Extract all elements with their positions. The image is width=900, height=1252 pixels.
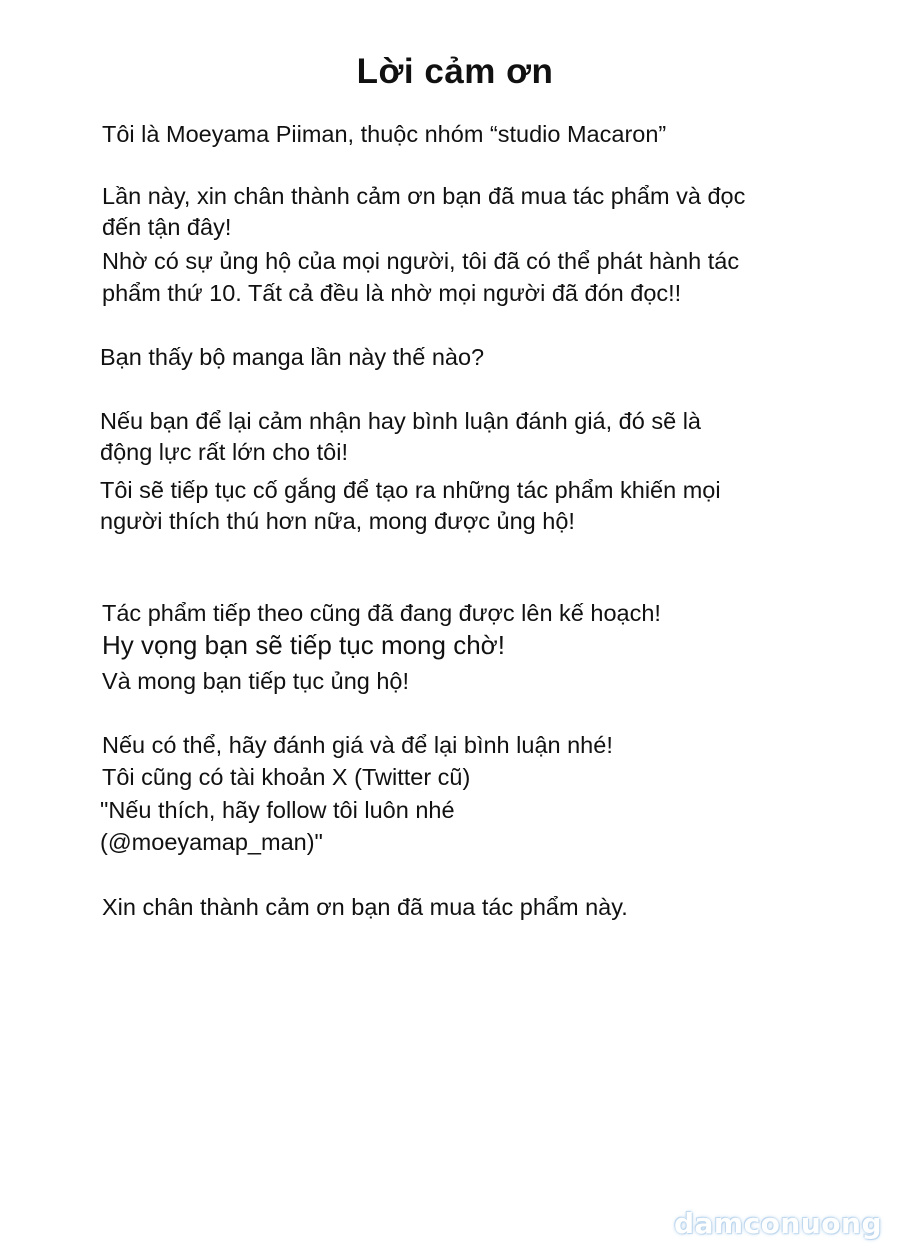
watermark-logo: damconuong [673,1207,882,1240]
question-line: Bạn thấy bộ manga lần này thế nào? [100,344,485,370]
twitter-account-line: Tôi cũng có tài khoản X (Twitter cũ) [102,764,471,790]
page-title: Lời cảm ơn [356,52,554,91]
thanks-line-2: đến tận đây! [102,214,232,240]
intro-line: Tôi là Moeyama Piiman, thuộc nhóm “studio Macaron” [102,121,667,147]
continue-support-line: Và mong bạn tiếp tục ủng hộ! [102,668,410,694]
feedback-line-2: động lực rất lớn cho tôi! [100,439,348,465]
follow-handle-line: (@moeyamap_man)" [100,829,323,855]
next-work-line: Tác phẩm tiếp theo cũng đã đang được lên kế hoạch! [102,600,661,626]
follow-line-1: "Nếu thích, hãy follow tôi luôn nhé [100,797,455,823]
support-line-1: Nhờ có sự ủng hộ của mọi người, tôi đã có thể phát hành tác [102,248,740,274]
thanks-line-1: Lần này, xin chân thành cảm ơn bạn đã mua tác phẩm và đọc [102,183,746,209]
closing-line: Xin chân thành cảm ơn bạn đã mua tác phẩm này. [102,894,628,920]
effort-line-2: người thích thú hơn nữa, mong được ủng hộ! [100,508,575,534]
effort-line-1: Tôi sẽ tiếp tục cố gắng để tạo ra những tác phẩm khiến mọi [100,477,721,503]
support-line-2: phẩm thứ 10. Tất cả đều là nhờ mọi người đã đón đọc!! [102,280,682,306]
review-request-line: Nếu có thể, hãy đánh giá và để lại bình luận nhé! [102,732,613,758]
feedback-line-1: Nếu bạn để lại cảm nhận hay bình luận đánh giá, đó sẽ là [100,408,701,434]
hope-line: Hy vọng bạn sẽ tiếp tục mong chờ! [102,630,505,660]
